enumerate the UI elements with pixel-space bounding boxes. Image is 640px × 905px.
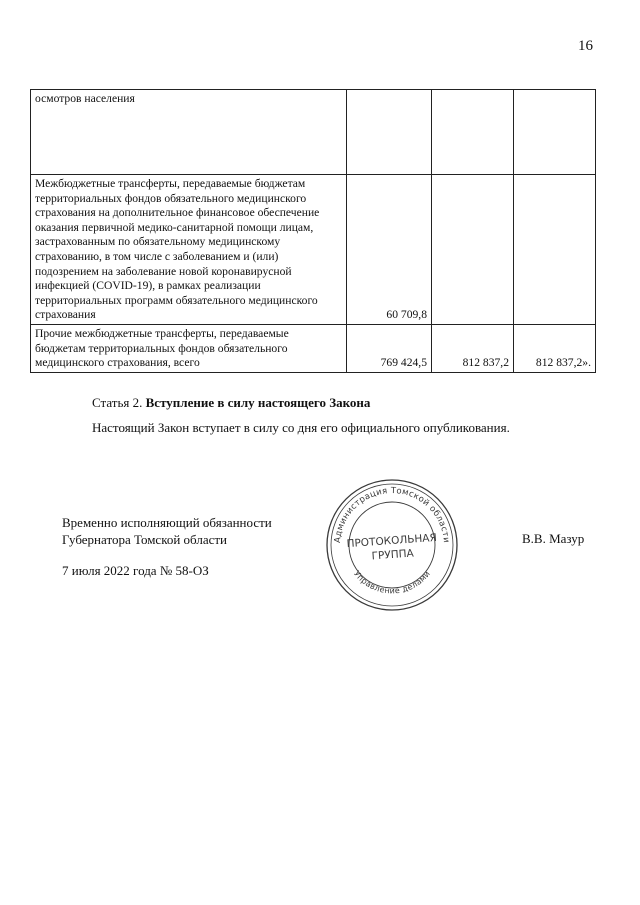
row-description: Межбюджетные трансферты, передаваемые бюджетам территориальных фондов обязательного медицинского страхования на дополнительное финансовое обеспечение оказания первичной медико-санитарной помощи лицам, застрахованным по обязательному медицинскому страхованию, в том числе с заболеванием и (или) подозрением на заболевание новой коронавирусной инфекцией (COVID-19), в рамках реализации территориальных программ обязательного медицинского страхования	[31, 175, 347, 325]
value-cell	[514, 175, 596, 325]
value-cell	[432, 90, 514, 175]
row-description: Прочие межбюджетные трансферты, передаваемые бюджетам территориальных фондов обязательного медицинского страхования, всего	[31, 324, 347, 372]
stamp-center-line2: ГРУППА	[371, 547, 415, 563]
official-stamp	[325, 478, 459, 612]
value-cell	[347, 90, 432, 175]
law-date: 7 июля 2022 года № 58-ОЗ	[62, 563, 209, 578]
value-cell: 812 837,2	[432, 324, 514, 372]
value-cell	[514, 90, 596, 175]
table-row	[31, 90, 596, 175]
stamp-outer-text: Администрация Томской области	[332, 485, 452, 544]
value-cell	[432, 175, 514, 325]
article-body: Настоящий Закон вступает в силу со дня его официального опубликования.	[92, 420, 510, 435]
table-row	[31, 175, 596, 325]
budget-table	[30, 89, 596, 373]
article-label: Статья 2.	[92, 395, 143, 410]
article-heading	[92, 395, 370, 411]
signer-block	[62, 514, 272, 548]
article-title: Вступление в силу настоящего Закона	[145, 395, 371, 410]
table-row	[31, 324, 596, 372]
signer-position-line2: Губернатора Томской области	[62, 532, 228, 547]
row-description: осмотров населения	[31, 90, 347, 175]
page-number: 16	[578, 38, 593, 54]
stamp-center-line1: ПРОТОКОЛЬНАЯ	[346, 531, 438, 551]
value-cell: 812 837,2».	[514, 324, 596, 372]
signer-position-line1: Временно исполняющий обязанности	[62, 515, 272, 530]
signer-name: В.В. Мазур	[522, 531, 585, 546]
value-cell: 769 424,5	[347, 324, 432, 372]
value-cell: 60 709,8	[347, 175, 432, 325]
stamp-bottom-text: Управление делами	[352, 569, 432, 596]
svg-text:Управление делами	[352, 569, 432, 595]
